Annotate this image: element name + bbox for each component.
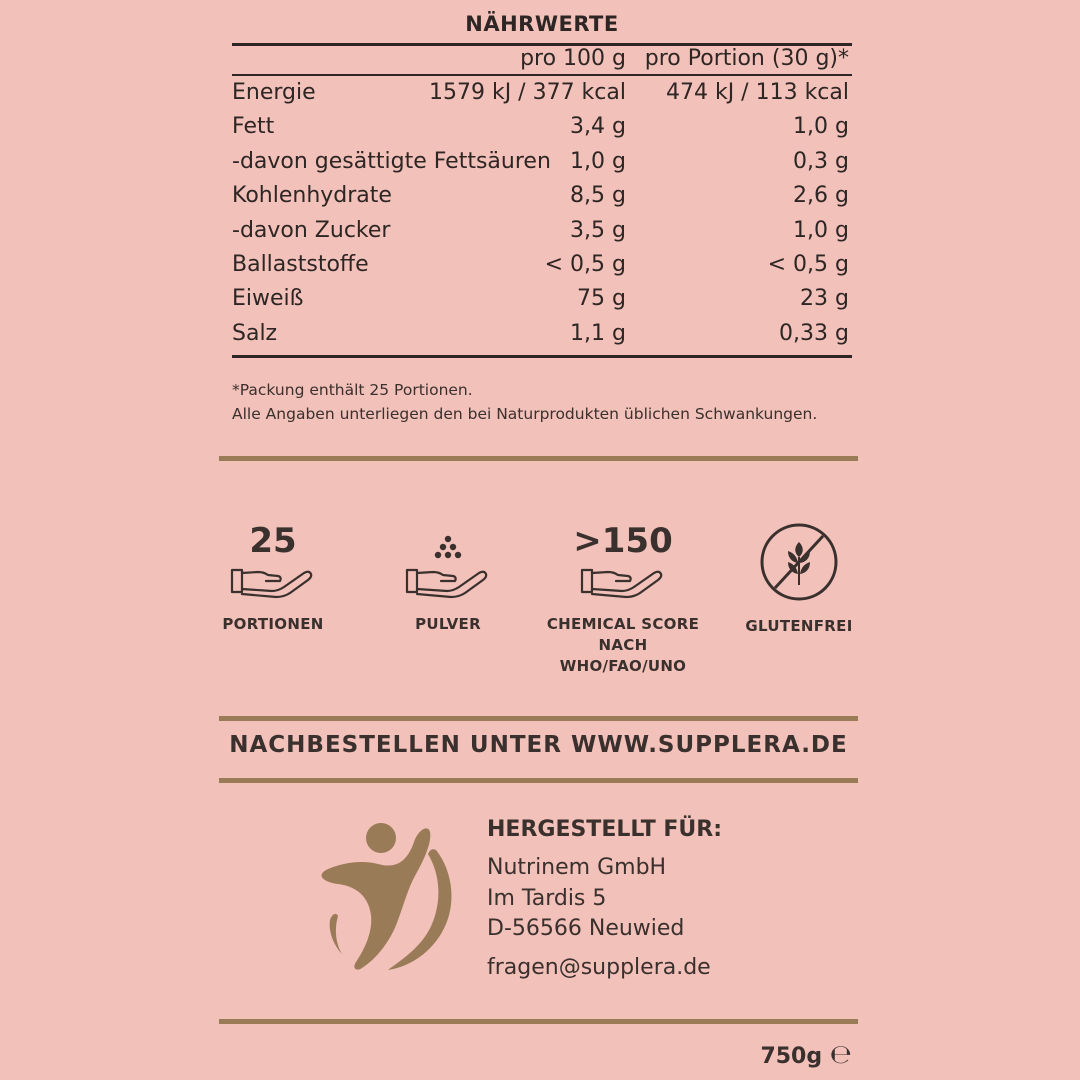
row-per-100: 3,4 g <box>570 114 626 139</box>
table-header-rule <box>232 74 852 76</box>
net-weight <box>760 1040 852 1070</box>
row-name: Fett <box>232 114 275 139</box>
table-row <box>232 183 852 217</box>
reorder-text: NACHBESTELLEN UNTER WWW.SUPPLERA.DE <box>229 732 848 758</box>
footnote-portions: *Packung enthält 25 Portionen. <box>232 381 473 399</box>
manufacturer-heading: HERGESTELLT FÜR: <box>487 817 723 842</box>
manufacturer-city: D-56566 Neuwied <box>487 916 685 941</box>
table-row <box>232 286 852 320</box>
row-per-100: 1,1 g <box>570 321 626 346</box>
row-per-100: 1579 kJ / 377 kcal <box>428 80 626 105</box>
supplera-logo-icon <box>318 820 458 975</box>
divider <box>219 778 858 783</box>
powder-feature <box>363 520 533 635</box>
divider <box>219 716 858 721</box>
chemical-score-feature <box>538 520 708 677</box>
table-row <box>232 218 852 252</box>
row-name: -davon Zucker <box>232 218 391 243</box>
row-name: -davon gesättigte Fettsäuren <box>232 149 551 174</box>
table-row <box>232 114 852 148</box>
powder-dots-icon <box>433 520 463 562</box>
table-bottom-rule <box>232 355 852 358</box>
row-name: Kohlenhydrate <box>232 183 392 208</box>
row-per-100: 8,5 g <box>570 183 626 208</box>
portions-feature <box>188 520 358 635</box>
row-per-100: 3,5 g <box>570 218 626 243</box>
row-per-100: 75 g <box>577 286 626 311</box>
gluten-free-icon <box>757 520 841 604</box>
footnote-variations: Alle Angaben unterliegen den bei Naturprodukten üblichen Schwankungen. <box>232 405 818 423</box>
chemical-score-number: >150 <box>573 521 673 561</box>
divider <box>219 1019 858 1024</box>
row-name: Energie <box>232 80 316 105</box>
chemical-score-sublabel: NACH WHO/FAO/UNO <box>559 636 687 675</box>
row-per-100: < 0,5 g <box>544 252 626 277</box>
table-row <box>232 321 852 355</box>
row-per-portion: 0,33 g <box>779 321 849 346</box>
row-per-portion: 23 g <box>800 286 849 311</box>
portions-label: PORTIONEN <box>222 615 324 633</box>
row-name: Ballaststoffe <box>232 252 369 277</box>
powder-hand-icon <box>403 562 493 602</box>
row-per-portion: 1,0 g <box>793 114 849 139</box>
row-per-portion: 0,3 g <box>793 149 849 174</box>
manufacturer-company: Nutrinem GmbH <box>487 855 667 880</box>
nutrition-title: NÄHRWERTE <box>465 12 619 36</box>
manufacturer-email[interactable]: fragen@supplera.de <box>487 955 711 980</box>
powder-label: PULVER <box>415 615 481 633</box>
estimated-sign-icon: ℮ <box>829 1040 852 1070</box>
row-name: Eiweiß <box>232 286 304 311</box>
table-row <box>232 149 852 183</box>
row-per-portion: 1,0 g <box>793 218 849 243</box>
row-per-100: 1,0 g <box>570 149 626 174</box>
table-row <box>232 80 852 114</box>
powder-number <box>363 520 533 562</box>
row-per-portion: 2,6 g <box>793 183 849 208</box>
row-per-portion: 474 kJ / 113 kcal <box>665 80 849 105</box>
table-row <box>232 252 852 286</box>
gluten-free-label: GLUTENFREI <box>745 617 853 635</box>
header-per-100: pro 100 g <box>520 46 626 71</box>
row-per-portion: < 0,5 g <box>767 252 849 277</box>
chemical-score-label: CHEMICAL SCORE <box>546 615 700 633</box>
hand-icon <box>578 562 668 602</box>
header-per-portion: pro Portion (30 g)* <box>644 46 849 71</box>
weight-value: 750g <box>760 1044 823 1069</box>
hand-icon <box>228 562 318 602</box>
manufacturer-street: Im Tardis 5 <box>487 886 607 911</box>
divider <box>219 456 858 461</box>
row-name: Salz <box>232 321 278 346</box>
portions-number: 25 <box>249 521 297 561</box>
gluten-free-feature <box>714 520 884 637</box>
